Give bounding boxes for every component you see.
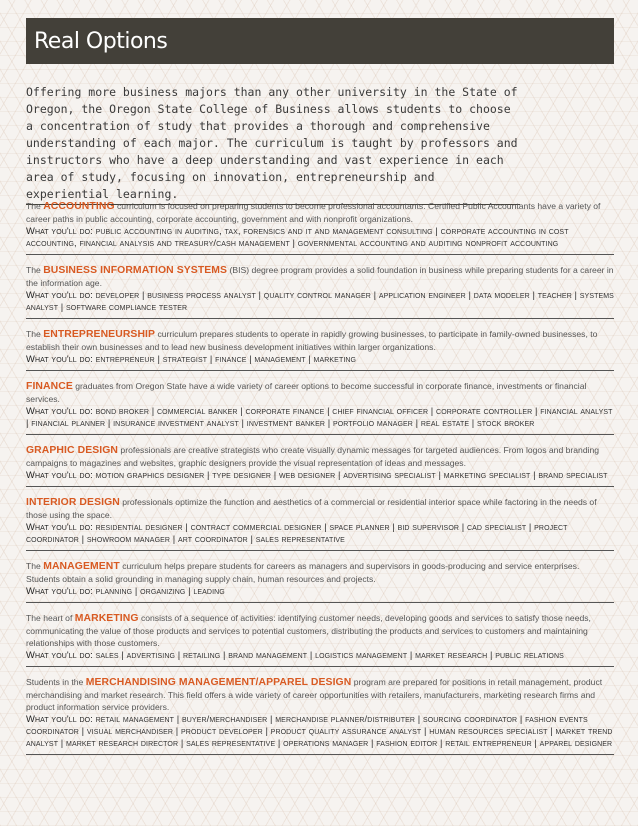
program-careers — [26, 649, 564, 660]
program-name: GRAPHIC DESIGN — [26, 445, 119, 456]
program-name: ACCOUNTING — [43, 201, 115, 212]
program-name: FINANCE — [26, 381, 73, 392]
title-bar — [26, 18, 614, 64]
page-title: Real Options — [34, 28, 168, 54]
careers-lead: What you'll do: — [26, 469, 96, 480]
program-careers — [26, 585, 225, 596]
program-careers — [26, 469, 608, 480]
program-accounting — [26, 196, 614, 255]
program-pre: The — [26, 561, 44, 571]
careers-list: planning | organizing | leading — [95, 585, 225, 596]
intro-paragraph: Offering more business majors than any other university in the State of Oregon, the Oregon State College of Business allows students to choose a concentration of study that provides a thorough and comprehensive understanding of each major. The curriculum is taught by professors and instructors who have a deep understanding and vast experience in each area of study, focusing on innovation, entrepreneurship and experiential learning. — [26, 84, 520, 205]
program-name: MANAGEMENT — [43, 561, 120, 572]
careers-lead: What you'll do: — [26, 353, 96, 364]
careers-lead: What you'll do: — [26, 649, 96, 660]
program-careers — [26, 521, 568, 544]
program-entrepreneurship — [26, 324, 614, 371]
careers-list: developer | business process analyst | quality control manager | application engineer | data modeler | teacher | systems analyst | software compliance tester — [26, 289, 614, 312]
program-marketing — [26, 608, 614, 667]
program-careers — [26, 289, 614, 312]
program-name: MERCHANDISING MANAGEMENT/APPAREL DESIGN — [85, 677, 352, 688]
program-pre: The — [26, 329, 44, 339]
program-pre: The — [26, 265, 44, 275]
program-careers — [26, 225, 569, 248]
program-pre: The — [26, 201, 44, 211]
program-graphic-design — [26, 440, 614, 487]
careers-list: retail management | buyer/merchandiser | merchandise planner/distributer | sourcing coordinator | fashion events coordinator | visual merchandiser | product developer | product quality assurance analyst | human resources specialist | market trend analyst | market research director | sales representative | operations manager | fashion editor | retail entrepreneur | apparel designer — [26, 713, 613, 748]
careers-lead: What you'll do: — [26, 585, 96, 596]
program-merchandising-management — [26, 672, 614, 755]
careers-list: sales | advertising | retailing | brand management | logistics management | market research | public relations — [95, 649, 564, 660]
program-name: ENTREPRENEURSHIP — [43, 329, 156, 340]
program-description: professionals are creative strategists who create visually dynamic messages for targeted audiences. From logos and branding campaigns to magazines and websites, graphic designers provide the visual representation of ideas and messages. — [26, 445, 600, 468]
program-description: curriculum prepares students to operate in rapidly growing businesses, to participate in family-owned businesses, to establish their own businesses and to lead new business development initiatives within larger organizations. — [26, 329, 598, 352]
program-description: consists of a sequence of activities: identifying customer needs, developing goods and services to satisfy those needs, communicating the value of those products and services to potential customers, distributing the products and services to customers and maintaining relationships with those customers. — [26, 613, 591, 648]
careers-lead: What you'll do: — [26, 225, 96, 236]
careers-list: bond broker | commercial banker | corporate finance | chief financial officer | corporate controller | financial analyst | financial planner | insurance investment analyst | investment banker | portfolio manager | real estate | stock broker — [26, 405, 613, 428]
program-pre: Students in the — [26, 677, 86, 687]
program-careers — [26, 405, 613, 428]
program-name: BUSINESS INFORMATION SYSTEMS — [43, 265, 228, 276]
program-name: MARKETING — [74, 613, 139, 624]
careers-list: motion graphics designer | type designer | web designer | advertising specialist | marketing specialist | brand specialist — [95, 469, 608, 480]
program-careers — [26, 353, 356, 364]
program-careers — [26, 713, 613, 748]
careers-list: public accounting in auditing, tax, forensics and it and management consulting | corporate accounting in cost accounting, financial analysis and treasury/cash management | governmental accounting and auditing nonprofit accounting — [26, 225, 569, 248]
program-name: INTERIOR DESIGN — [26, 497, 120, 508]
program-list — [26, 196, 614, 760]
program-interior-design — [26, 492, 614, 551]
program-description: graduates from Oregon State have a wide variety of career options to become successful in corporate finance, investments or financial services. — [26, 381, 587, 404]
careers-list: entrepreneur | strategist | finance | management | marketing — [95, 353, 357, 364]
careers-lead: What you'll do: — [26, 713, 96, 724]
program-description: curriculum is focused on preparing students to become professional accountants. Certified Public Accountants have a variety of career paths in public accounting, corporate accounting, government and with nonprofit organizations. — [26, 201, 601, 224]
careers-lead: What you'll do: — [26, 289, 96, 300]
careers-lead: What you'll do: — [26, 521, 96, 532]
program-description: program are prepared for positions in retail management, product merchandising and market research. This field offers a wide variety of career opportunities with retailers, manufacturers, marketing research firms and product information service providers. — [26, 677, 603, 712]
program-pre: The heart of — [26, 613, 75, 623]
careers-list: residential designer | contract commercial designer | space planner | bid supervisor | cad specialist | project coordinator | showroom manager | art coordinator | sales representative — [26, 521, 568, 544]
program-finance — [26, 376, 614, 435]
program-description: (BIS) degree program provides a solid foundation in business while preparing students for a career in the information age. — [26, 265, 614, 288]
program-description: curriculum helps prepare students for careers as managers and supervisors in goods-producing and service enterprises. Students obtain a solid grounding in managing supply chain, human resources and projects. — [26, 561, 580, 584]
program-business-information-systems — [26, 260, 614, 319]
program-description: professionals optimize the function and aesthetics of a commercial or residential interior space while factoring in the needs of those using the space. — [26, 497, 597, 520]
program-management — [26, 556, 614, 603]
careers-lead: What you'll do: — [26, 405, 96, 416]
